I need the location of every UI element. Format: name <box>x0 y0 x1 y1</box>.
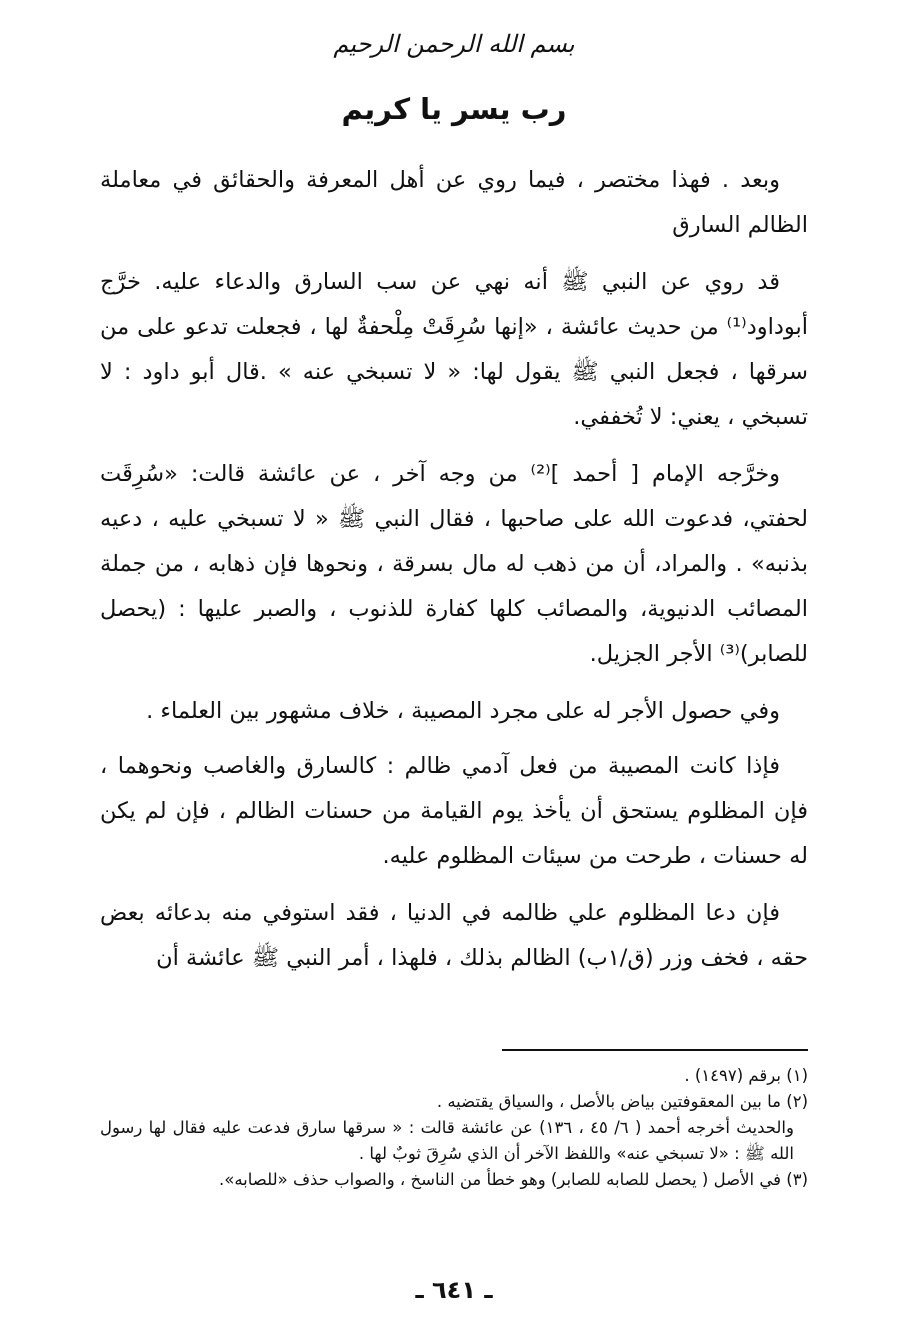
footnote-2: (٢) ما بين المعقوفتين بياض بالأصل ، والسياق يقتضيه . <box>436 1092 808 1111</box>
footnote-3: (٣) في الأصل ( يحصل للصابه للصابر) وهو خطأ من الناسخ ، والصواب حذف «للصابه». <box>219 1170 808 1189</box>
footnote-separator <box>502 1049 808 1051</box>
main-text <box>100 158 808 993</box>
paragraph-oppressor: فإذا كانت المصيبة من فعل آدمي ظالم : كالسارق والغاصب ونحوهما ، فإن المظلوم يستحق أن يأخذ يوم القيامة من حسنات الظالم ، فإن لم يكن له حسنات ، طرحت من سيئات المظلوم عليه. <box>100 753 808 869</box>
basmala: بسم الله الرحمن الرحيم <box>333 30 575 58</box>
page-heading: رب يسر يا كريم <box>341 92 567 126</box>
footnote-2-continued: والحديث أخرجه أحمد ( ٦/ ٤٥ ، ١٣٦) عن عائشة قالت : « سرقها سارق فدعت عليه فقال لها رسول الله ﷺ : «لا تسبخي عنه» واللفظ الآخر أن الذي سُرِقَ ثوبٌ لها . <box>100 1118 794 1163</box>
paragraph-hadith-abu-dawud: قد روي عن النبي ﷺ أنه نهي عن سب السارق والدعاء عليه. خرَّج أبوداود⁽¹⁾ من حديث عائشة ، «إنها سُرِقَتْ مِلْحفةٌ لها ، فجعلت تدعو على من سرقها ، فجعل النبي ﷺ يقول لها: « لا تسبخي عنه » .قال أبو داود : لا تسبخي ، يعني: لا تُخففي. <box>100 269 808 430</box>
footnote-1: (١) برقم (١٤٩٧) . <box>684 1066 808 1085</box>
paragraph-reward-dispute: وفي حصول الأجر له على مجرد المصيبة ، خلاف مشهور بين العلماء . <box>146 698 780 724</box>
paragraph-supplication: فإن دعا المظلوم علي ظالمه في الدنيا ، فقد استوفي منه بدعائه بعض حقه ، فخف وزر (ق/١ب) الظالم بذلك ، فلهذا ، أمر النبي ﷺ عائشة أن <box>100 900 808 971</box>
paragraph-intro: وبعد . فهذا مختصر ، فيما روي عن أهل المعرفة والحقائق في معاملة الظالم السارق <box>100 167 808 238</box>
footnotes <box>100 1063 808 1193</box>
page-number: ـ ٦٤١ ـ <box>415 1276 493 1304</box>
paragraph-hadith-ahmad: وخرَّجه الإمام [ أحمد ]⁽²⁾ من وجه آخر ، عن عائشة قالت: «سُرِقَت لحفتي، فدعوت الله على صاحبها ، فقال النبي ﷺ « لا تسبخي عليه ، دعيه بذنبه» . والمراد، أن من ذهب له مال بسرقة ، ونحوها فإن ذهابه ، من جملة المصائب الدنيوية، والمصائب كلها كفارة للذنوب ، والصبر عليها : (يحصل للصابر)⁽³⁾ الأجر الجزيل. <box>100 461 808 667</box>
